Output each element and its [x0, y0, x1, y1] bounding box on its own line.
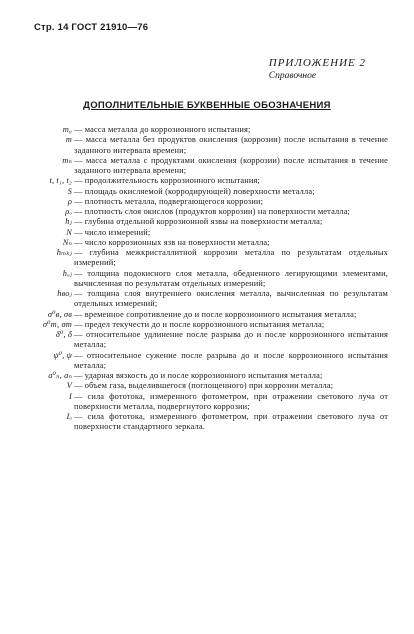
- definition-item: [30, 351, 388, 372]
- definition-symbol: m₀: [62, 125, 72, 134]
- definition-text: — предел текучести до и после коррозионного испытания металла;: [74, 319, 325, 329]
- definition-text: — толщина слоя внутреннего окисления металла, вычисленная по результатам отдельных измерений;: [74, 289, 388, 309]
- definition-text: — глубина межкристаллитной коррозии металла по результатам отдельных измерений;: [74, 248, 388, 268]
- appendix-title: ПРИЛОЖЕНИЕ 2: [268, 57, 366, 69]
- definition-text: — глубина отдельной коррозионной язвы на поверхности металла;: [74, 217, 323, 227]
- definition-symbol: mₙ: [62, 155, 72, 165]
- definition-item: [30, 269, 388, 290]
- definition-symbol: hвоⱼ: [57, 289, 72, 298]
- definition-item: [30, 330, 388, 351]
- definition-text: — относительное сужение после разрыва до и после коррозионного испытания металла;: [74, 350, 388, 370]
- definition-text: — число коррозионных язв на поверхности металла;: [74, 237, 270, 247]
- definition-symbol: δ⁰, δ: [55, 330, 72, 339]
- definition-text: — число измерений;: [74, 227, 151, 237]
- definition-text: — продолжительность коррозионного испытания;: [74, 176, 260, 186]
- definition-symbol: t, t₁, t₂: [49, 176, 72, 186]
- definition-text: — масса металла с продуктами окисления (коррозии) после испытания в течение заданного интервала времени;: [74, 155, 388, 175]
- definition-item: [30, 135, 388, 156]
- definition-symbol: hₘₖⱼ: [56, 248, 72, 257]
- definition-symbol: σ⁰т, σт: [42, 319, 72, 329]
- definition-text: — временное сопротивление до и после коррозионного испытания металла;: [74, 309, 357, 319]
- definition-symbol: S: [67, 186, 72, 196]
- definition-symbol: V: [66, 381, 72, 391]
- definition-item: [30, 371, 388, 381]
- definition-item: [30, 197, 388, 207]
- definition-item: [30, 289, 388, 310]
- definition-item: [30, 156, 388, 177]
- definition-symbol: ρ: [67, 196, 72, 206]
- definition-item: [30, 248, 388, 269]
- definition-text: — ударная вязкость до и после коррозионного испытания металла;: [74, 371, 323, 380]
- definition-symbol: I: [69, 391, 72, 401]
- definition-item: [30, 392, 388, 413]
- definition-text: — относительное удлинение после разрыва до и после коррозионного испытания металла;: [74, 330, 388, 350]
- definition-item: [30, 412, 388, 433]
- page-header: Стр. 14 ГОСТ 21910—76: [34, 22, 149, 33]
- definition-item: [30, 125, 388, 135]
- definition-text: — сила фототока, измеренного фотометром, при отражении светового луча от поверхности металла, подвергнутого коррозии;: [74, 391, 388, 411]
- definition-symbol: σ⁰в, σв: [47, 309, 72, 319]
- definition-text: — объем газа, выделившегося (поглощенного) при коррозии металла;: [74, 381, 334, 391]
- definition-text: — масса металла до коррозионного испытания;: [74, 125, 251, 134]
- definition-item: [30, 310, 388, 320]
- definition-symbol: ψ⁰, ψ: [53, 350, 72, 360]
- definition-symbol: Iₒ: [66, 412, 72, 421]
- definition-symbol: ρₒ: [65, 207, 72, 216]
- definition-item: [30, 176, 388, 186]
- definition-symbol: Nₙ: [62, 237, 72, 247]
- definition-symbol: hₒⱼ: [62, 268, 72, 278]
- definition-item: [30, 228, 388, 238]
- definition-symbol: a⁰ₙ, aₙ: [48, 371, 72, 380]
- definition-symbol: hⱼ: [65, 217, 72, 227]
- section-title: ДОПОЛНИТЕЛЬНЫЕ БУКВЕННЫЕ ОБОЗНАЧЕНИЯ: [83, 100, 331, 111]
- definition-item: [30, 187, 388, 197]
- definitions-list: [30, 125, 388, 433]
- definition-text: — плотность слоя окислов (продуктов коррозии) на поверхности металла;: [74, 207, 351, 216]
- appendix-subtitle: Справочное: [268, 71, 317, 81]
- definition-text: — толщина подокисного слоя металла, обедненного легирующими элементами, вычисленная по результатам отдельных измерений;: [74, 268, 388, 288]
- definition-item: [30, 238, 388, 248]
- definition-item: [30, 320, 388, 330]
- definition-item: [30, 381, 388, 391]
- definition-text: — масса металла без продуктов окисления (коррозии) после испытания в течение заданного интервала времени;: [74, 135, 388, 155]
- definition-text: — плотность металла, подвергающегося коррозии;: [74, 196, 264, 206]
- appendix-label: [269, 57, 366, 83]
- definition-symbol: N: [66, 227, 72, 237]
- definition-item: [30, 217, 388, 227]
- definition-symbol: m: [65, 135, 72, 145]
- definition-text: — площадь окисляемой (корродирующей) поверхности металла;: [74, 186, 315, 196]
- definition-text: — сила фототока, измеренного фотометром, при отражении светового луча от поверхности стандартного зеркала.: [74, 412, 388, 432]
- definition-item: [30, 207, 388, 217]
